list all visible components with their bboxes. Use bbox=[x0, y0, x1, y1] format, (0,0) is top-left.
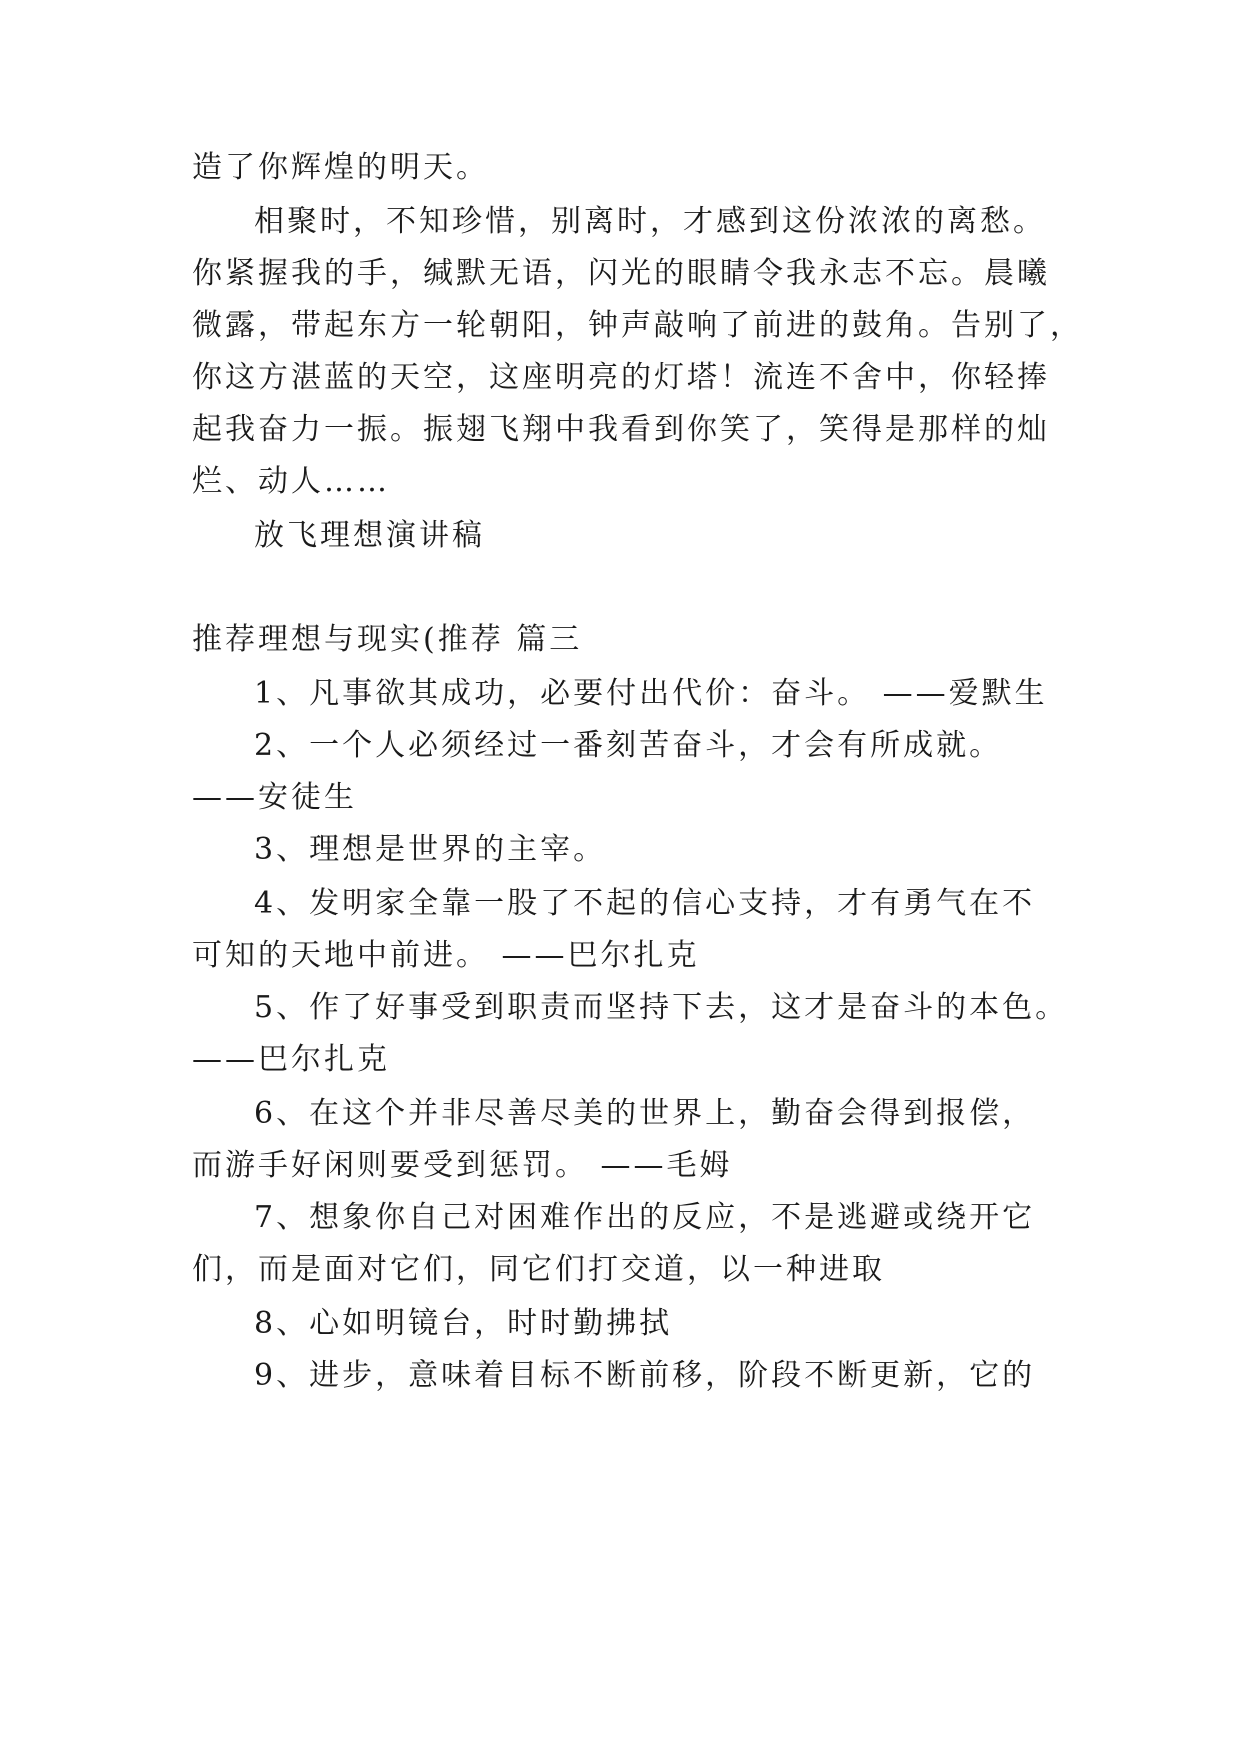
text-line: 相聚时，不知珍惜，别离时，才感到这份浓浓的离愁。 bbox=[254, 204, 1046, 239]
quote-continuation: 而游手好闲则要受到惩罚。 ——毛姆 bbox=[192, 1148, 733, 1183]
text-line: 你紧握我的手，缄默无语，闪光的眼睛令我永志不忘。晨曦 bbox=[192, 256, 1050, 291]
quote-attribution: ——安徒生 bbox=[192, 780, 357, 815]
quote-continuation: 可知的天地中前进。 ——巴尔扎克 bbox=[192, 938, 700, 973]
quote-item: 4、发明家全靠一股了不起的信心支持，才有勇气在不 bbox=[254, 886, 1036, 921]
text-line: 微露，带起东方一轮朝阳，钟声敲响了前进的鼓角。告别了， bbox=[192, 308, 1083, 343]
section-heading: 推荐理想与现实(推荐 篇三 bbox=[192, 622, 583, 657]
section-title: 放飞理想演讲稿 bbox=[254, 518, 485, 553]
quote-item: 1、凡事欲其成功，必要付出代价：奋斗。 ——爱默生 bbox=[254, 676, 1048, 711]
text-line: 起我奋力一振。振翅飞翔中我看到你笑了，笑得是那样的灿 bbox=[192, 412, 1050, 447]
text-line: 烂、动人…… bbox=[192, 464, 390, 499]
quote-item: 9、进步，意味着目标不断前移，阶段不断更新，它的 bbox=[254, 1358, 1036, 1393]
quote-item: 3、理想是世界的主宰。 bbox=[254, 832, 607, 867]
quote-item: 7、想象你自己对困难作出的反应，不是逃避或绕开它 bbox=[254, 1200, 1036, 1235]
text-line: 造了你辉煌的明天。 bbox=[192, 150, 489, 185]
quote-item: 5、作了好事受到职责而坚持下去，这才是奋斗的本色。 bbox=[254, 990, 1069, 1025]
quote-item: 8、心如明镜台，时时勤拂拭 bbox=[254, 1306, 673, 1341]
text-line: 你这方湛蓝的天空，这座明亮的灯塔！流连不舍中，你轻捧 bbox=[192, 360, 1050, 395]
quote-continuation: 们，而是面对它们，同它们打交道，以一种进取 bbox=[192, 1252, 885, 1287]
quote-item: 2、一个人必须经过一番刻苦奋斗，才会有所成就。 bbox=[254, 728, 1003, 763]
quote-attribution: ——巴尔扎克 bbox=[192, 1042, 390, 1077]
quote-item: 6、在这个并非尽善尽美的世界上，勤奋会得到报偿， bbox=[254, 1096, 1036, 1131]
